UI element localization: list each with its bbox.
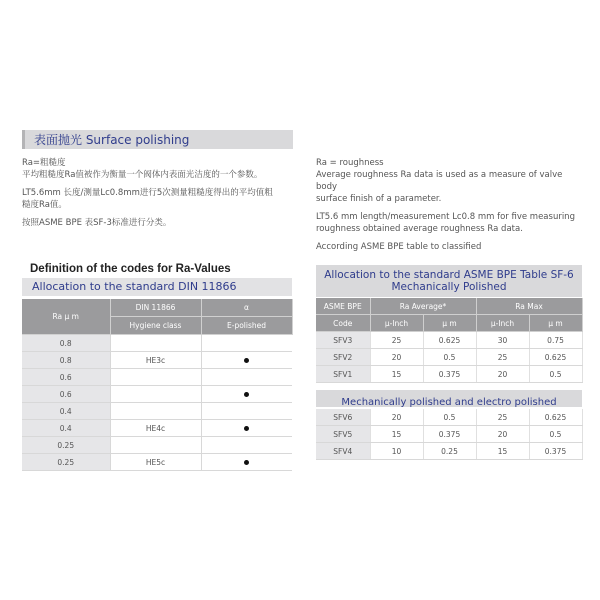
din-header: DIN 11866 (110, 299, 201, 317)
chinese-description (22, 157, 297, 229)
code-cell: SFV5 (316, 426, 370, 443)
cn-line: LT5.6mm 长度/测量Lc0.8mm进行5次测量粗糙度得出的平均值粗 (22, 188, 273, 198)
asme-table-title: Allocation to the standard ASME BPE Table SF-6 (324, 269, 574, 281)
hygiene-cell (110, 386, 201, 403)
english-description (316, 157, 586, 253)
uinch-header: μ-Inch (370, 315, 423, 332)
value-cell: 0.25 (423, 443, 476, 460)
epolished-header: E-polished (201, 317, 292, 335)
value-cell: 15 (370, 426, 423, 443)
table-row (22, 420, 292, 437)
value-cell: 20 (476, 366, 529, 383)
value-cell: 0.375 (423, 366, 476, 383)
value-cell: 10 (370, 443, 423, 460)
value-cell: 15 (476, 443, 529, 460)
code-cell: SFV6 (316, 409, 370, 426)
cn-line: 平均粗糙度Ra值被作为衡量一个阀体内表面光洁度的一个参数。 (22, 170, 263, 180)
ra-cell: 0.6 (22, 386, 110, 403)
code-cell: SFV3 (316, 332, 370, 349)
table-row (316, 349, 582, 366)
value-cell: 0.625 (529, 409, 582, 426)
epolished-cell (201, 454, 292, 471)
table-row (316, 332, 582, 349)
epolished-cell (201, 335, 292, 352)
en-line: According ASME BPE table to classified (316, 242, 482, 252)
din-table-title: Definition of the codes for Ra-Values (30, 263, 231, 275)
value-cell: 30 (476, 332, 529, 349)
code-cell: SFV4 (316, 443, 370, 460)
asme-table-title-bar (316, 265, 582, 297)
section-title: 表面抛光 Surface polishing (34, 133, 190, 147)
ra-cell: 0.25 (22, 454, 110, 471)
value-cell: 0.5 (529, 426, 582, 443)
en-line: Average roughness Ra data is used as a measure of valve body (316, 170, 563, 192)
asme-header: ASME BPE (316, 298, 370, 315)
asme-header-row (316, 298, 582, 315)
ra-cell: 0.8 (22, 335, 110, 352)
value-cell: 0.375 (529, 443, 582, 460)
table-row (22, 403, 292, 420)
hygiene-header: Hygiene class (110, 317, 201, 335)
value-cell: 25 (476, 409, 529, 426)
value-cell: 20 (370, 409, 423, 426)
hygiene-cell (110, 369, 201, 386)
hygiene-cell: HE4c (110, 420, 201, 437)
cn-line: 按照ASME BPE 表SF-3标准进行分类。 (22, 218, 172, 228)
table-row (316, 366, 582, 383)
value-cell: 0.375 (423, 426, 476, 443)
value-cell: 0.75 (529, 332, 582, 349)
asme-table-subtitle: Mechanically Polished (391, 281, 507, 293)
cn-line: 糙度Ra值。 (22, 200, 67, 210)
electro-polished-table (316, 409, 583, 460)
ra-cell: 0.25 (22, 437, 110, 454)
value-cell: 25 (370, 332, 423, 349)
table-row (22, 352, 292, 369)
ra-average-header: Ra Average* (370, 298, 476, 315)
bullet-icon (244, 460, 249, 465)
um-header: μ m (529, 315, 582, 332)
en-line: roughness obtained average roughness Ra data. (316, 224, 523, 234)
value-cell: 0.5 (529, 366, 582, 383)
hygiene-cell (110, 335, 201, 352)
epolished-cell (201, 352, 292, 369)
epolished-cell (201, 386, 292, 403)
value-cell: 20 (370, 349, 423, 366)
din-table (22, 299, 293, 471)
electro-polished-title: Mechanically polished and electro polished (341, 397, 557, 408)
value-cell: 20 (476, 426, 529, 443)
ra-header: Ra μ m (22, 299, 110, 335)
table-row (22, 454, 292, 471)
table-row (316, 426, 582, 443)
value-cell: 0.5 (423, 409, 476, 426)
hygiene-cell: HE5c (110, 454, 201, 471)
um-header: μ m (423, 315, 476, 332)
table-row (22, 369, 292, 386)
ra-cell: 0.6 (22, 369, 110, 386)
value-cell: 0.625 (423, 332, 476, 349)
cn-line: Ra=粗糙度 (22, 158, 66, 168)
hygiene-cell: HE3c (110, 352, 201, 369)
table-row (22, 386, 292, 403)
epolished-cell (201, 403, 292, 420)
bullet-icon (244, 426, 249, 431)
table-row (22, 335, 292, 352)
uinch-header: μ-Inch (476, 315, 529, 332)
table-row (22, 437, 292, 454)
hygiene-cell (110, 437, 201, 454)
epolished-cell (201, 420, 292, 437)
ra-max-header: Ra Max (476, 298, 582, 315)
en-line: surface finish of a parameter. (316, 194, 442, 204)
epolished-cell (201, 369, 292, 386)
ra-cell: 0.4 (22, 403, 110, 420)
en-line: Ra = roughness (316, 158, 384, 168)
value-cell: 15 (370, 366, 423, 383)
din-table-subtitle: Allocation to the standard DIN 11866 (32, 280, 237, 293)
asme-subheader-row (316, 315, 582, 332)
asme-table (316, 298, 583, 383)
code-cell: SFV2 (316, 349, 370, 366)
value-cell: 25 (476, 349, 529, 366)
hygiene-cell (110, 403, 201, 420)
din-table-subtitle-bar (22, 278, 292, 296)
electro-polished-title-bar (316, 390, 582, 407)
alpha-header: α (201, 299, 292, 317)
ra-cell: 0.8 (22, 352, 110, 369)
value-cell: 0.5 (423, 349, 476, 366)
bullet-icon (244, 392, 249, 397)
table-row (316, 409, 582, 426)
code-header: Code (316, 315, 370, 332)
ra-cell: 0.4 (22, 420, 110, 437)
din-header-row (22, 299, 292, 317)
code-cell: SFV1 (316, 366, 370, 383)
table-row (316, 443, 582, 460)
value-cell: 0.625 (529, 349, 582, 366)
bullet-icon (244, 358, 249, 363)
epolished-cell (201, 437, 292, 454)
en-line: LT5.6 mm length/measurement Lc0.8 mm for five measuring (316, 212, 575, 222)
